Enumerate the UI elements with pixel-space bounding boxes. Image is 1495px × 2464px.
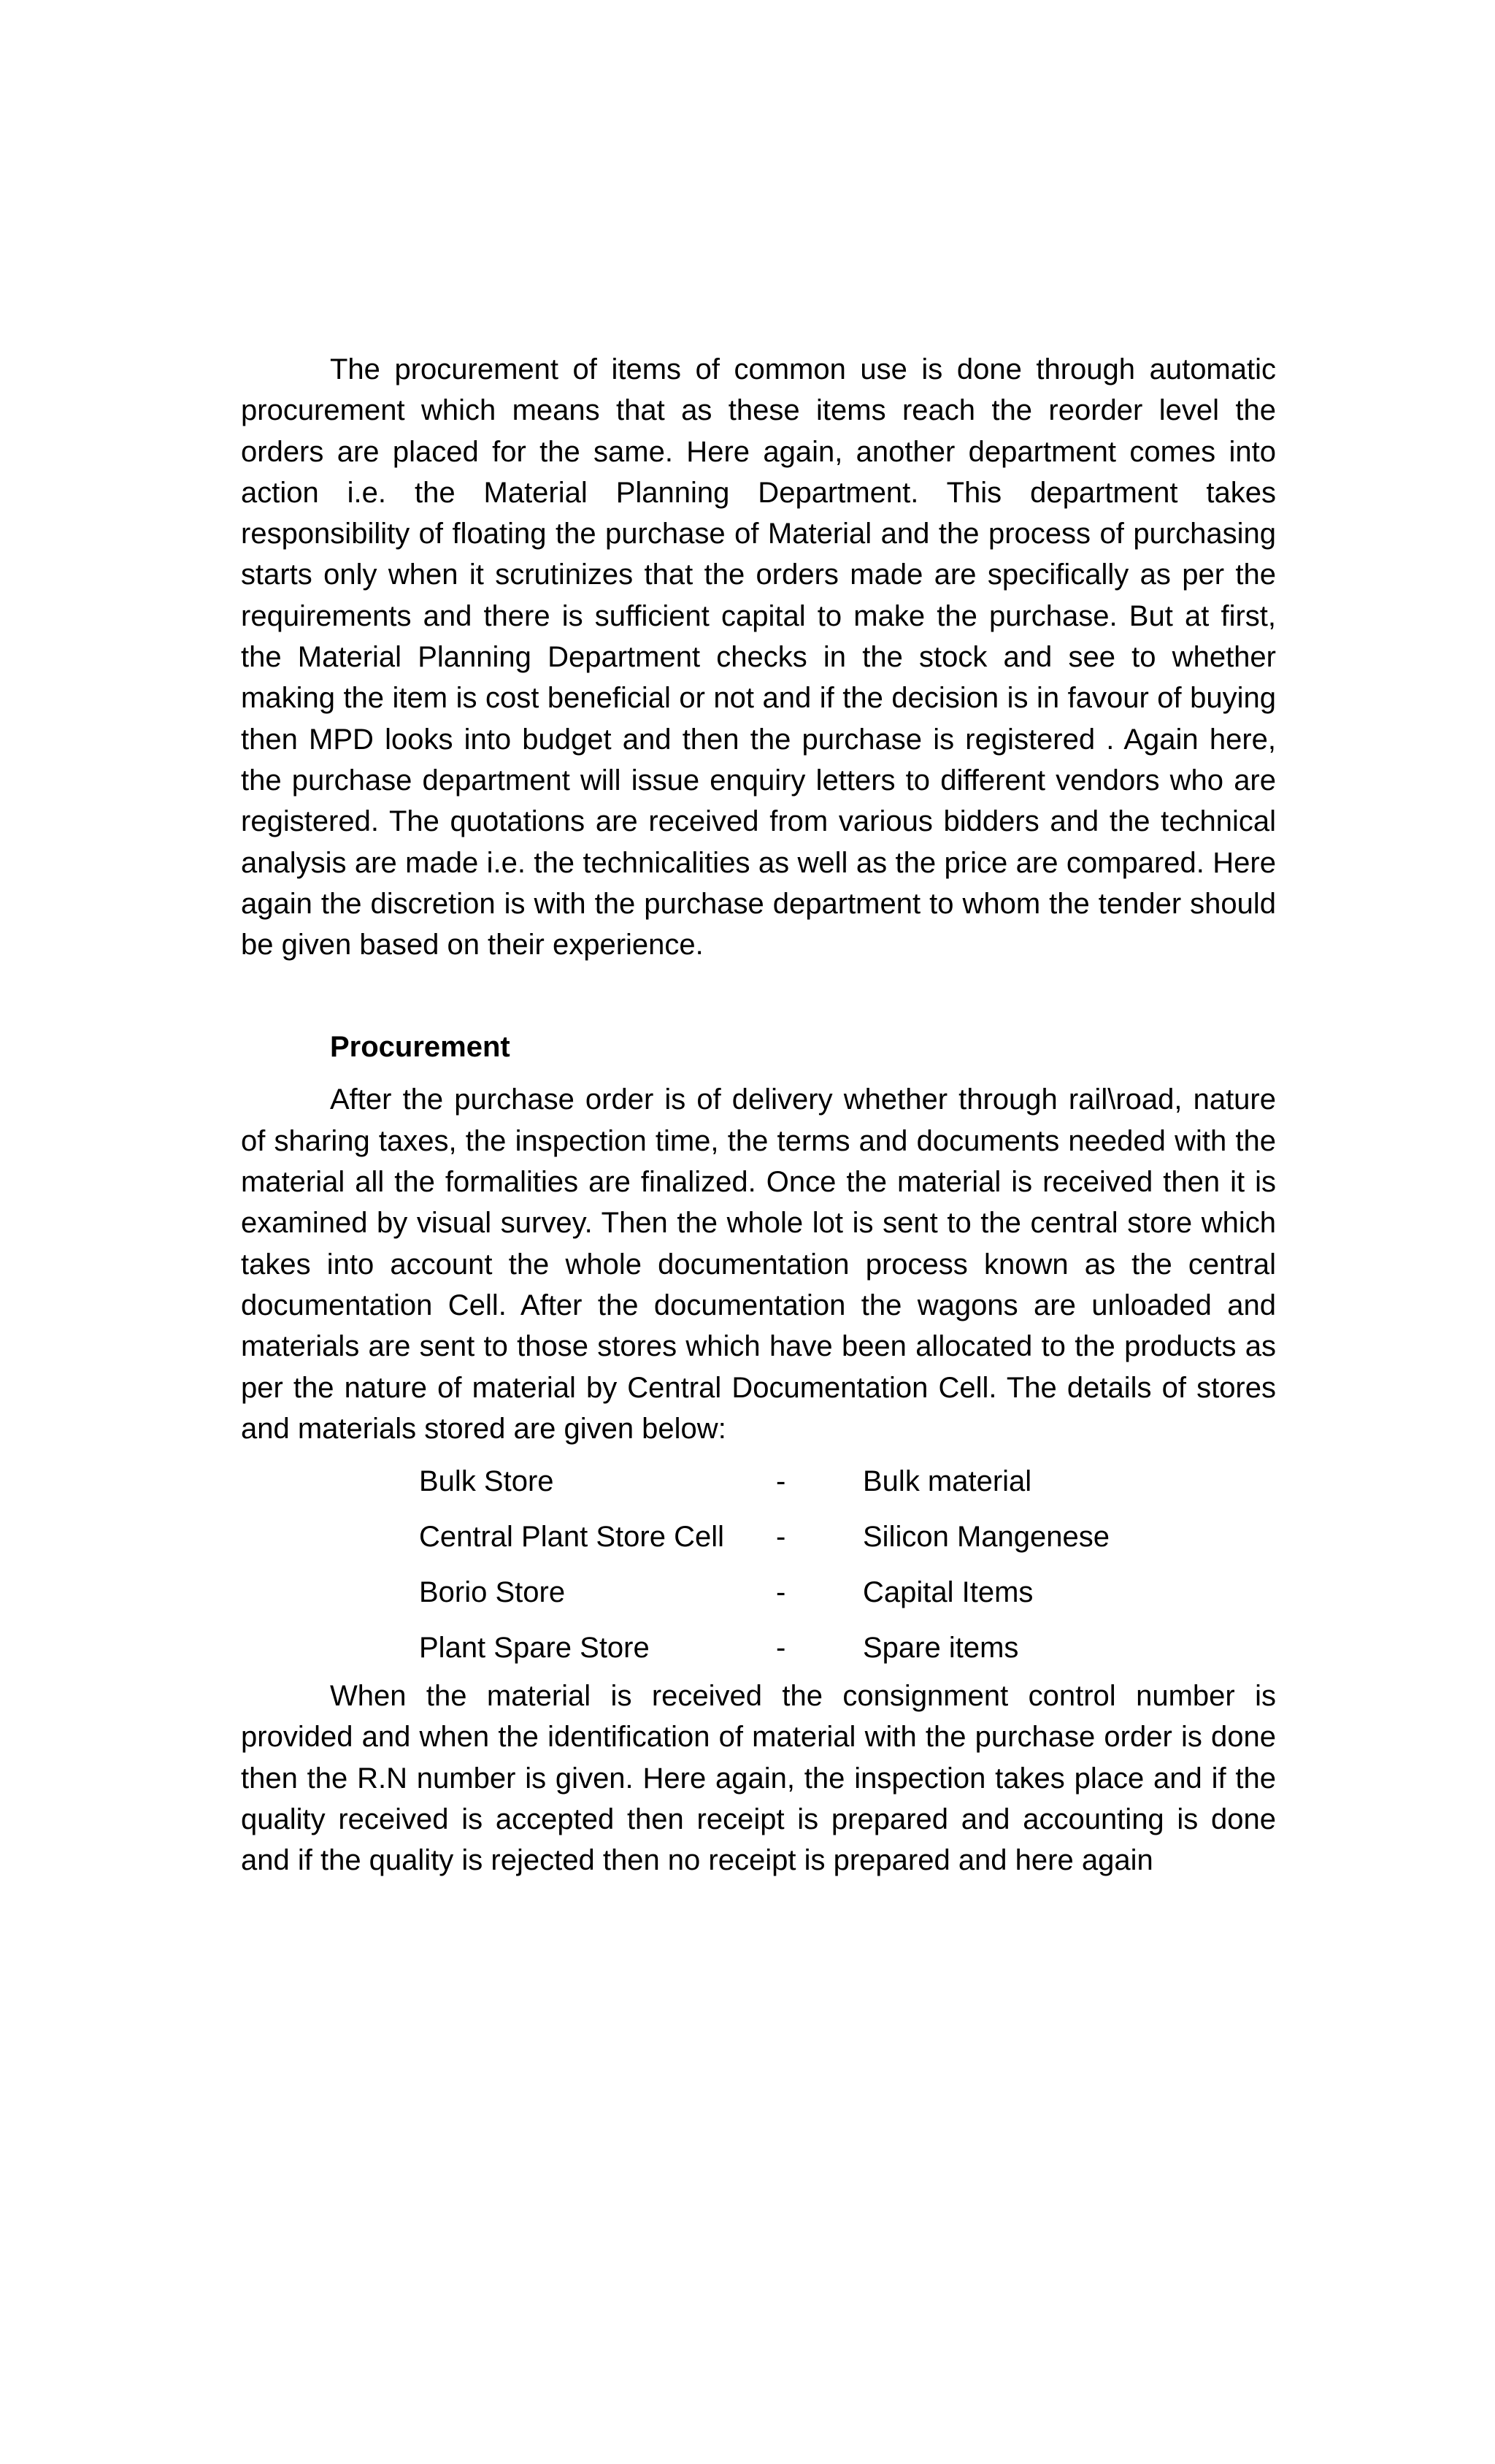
store-row [241,1565,1276,1620]
store-row [241,1454,1276,1509]
store-material: Silicon Mangenese [863,1521,1110,1554]
store-name: Plant Spare Store [419,1632,650,1665]
store-separator: - [776,1465,786,1498]
document-page [241,349,1276,1881]
store-row [241,1620,1276,1676]
section-heading-procurement: Procurement [330,1031,510,1064]
store-material: Spare items [863,1632,1019,1665]
store-name: Borio Store [419,1576,566,1609]
store-row [241,1509,1276,1565]
store-name: Bulk Store [419,1465,554,1498]
store-material: Capital Items [863,1576,1034,1609]
paragraph-procurement-process: After the purchase order is of delivery whether through rail\road, nature of sharing taxes, the inspection time, the terms and documents needed with the material all the formalities are finalized. Once the material is received then it is examined by visual survey. Then the whole lot is sent to the central store which takes into account the whole documentation process known as the central documentation Cell. After the documentation the wagons are unloaded and materials are sent to those stores which have been allocated to the products as per the nature of material by Central Documentation Cell. The details of stores and materials stored are given below: [241,1083,1276,1445]
store-separator: - [776,1521,786,1554]
paragraph-material-receipt: When the material is received the consignment control number is provided and when the identification of material with the purchase order is done then the R.N number is given. Here again, the inspection takes place and if the quality received is accepted then receipt is prepared and accounting is done and if the quality is rejected then no receipt is prepared and here again [241,1680,1276,1877]
paragraph-automatic-procurement: The procurement of items of common use is done through automatic procurement which means that as these items reach the reorder level the orders are placed for the same. Here again, another department comes into action i.e. the Material Planning Department. This department takes responsibility of floating the purchase of Material and the process of purchasing starts only when it scrutinizes that the orders made are specifically as per the requirements and there is sufficient capital to make the purchase. But at first, the Material Planning Department checks in the stock and see to whether making the item is cost beneficial or not and if the decision is in favour of buying then MPD looks into budget and then the purchase is registered . Again here, the purchase department will issue enquiry letters to different vendors who are registered. The quotations are received from various bidders and the technical analysis are made i.e. the technicalities as well as the price are compared. Here again the discretion is with the purchase department to whom the tender should be given based on their experience. [241,353,1276,962]
store-name: Central Plant Store Cell [419,1521,724,1554]
store-separator: - [776,1576,786,1609]
stores-list [241,1454,1276,1676]
store-material: Bulk material [863,1465,1032,1498]
store-separator: - [776,1632,786,1665]
